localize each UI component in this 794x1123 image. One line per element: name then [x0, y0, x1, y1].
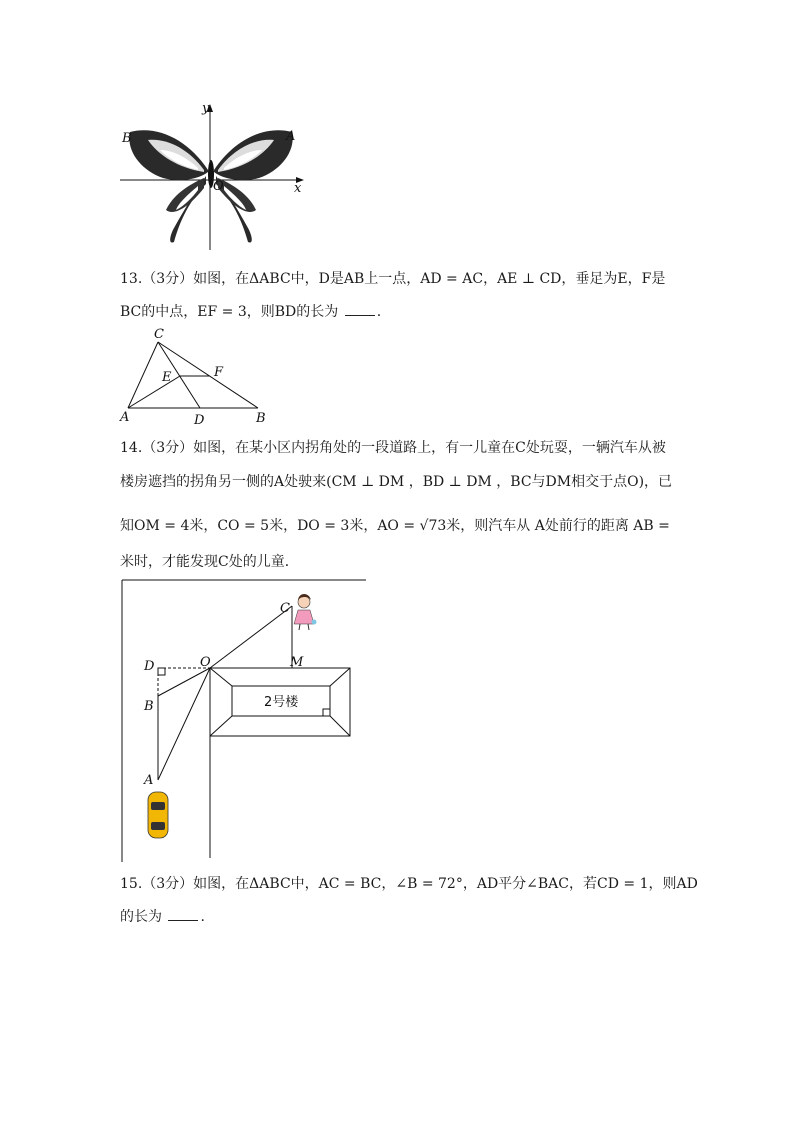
road-figure-q14: [118, 578, 370, 864]
y-axis-label: y: [202, 101, 210, 116]
q14-line3: 知OM = 4米，CO = 5米，DO = 3米，AO = √73米，则汽车从 A处前行的距离 AB =: [120, 518, 670, 534]
q13-label-c: C: [154, 327, 164, 342]
q14-line1: 14.（3分）如图，在某小区内拐角处的一段道路上，有一儿童在C处玩耍，一辆汽车从被: [120, 440, 666, 456]
q13-label-a: A: [120, 410, 130, 425]
q14-label-a: A: [144, 773, 154, 788]
q13-label-d: D: [194, 413, 205, 428]
q13-label-b: B: [256, 411, 266, 426]
point-a-label: A: [286, 129, 296, 144]
q13-label-e: E: [162, 370, 172, 385]
q14-label-m: M: [290, 655, 304, 670]
triangle-figure-q13: [118, 326, 278, 426]
q15-answer-blank[interactable]: [168, 908, 198, 921]
butterfly-figure: [118, 100, 308, 255]
q13-label-f: F: [214, 365, 224, 380]
q13-line1: 13.（3分）如图，在ΔABC中，D是AB上一点，AD = AC，AE ⊥ CD，垂足为E，F是: [120, 271, 666, 287]
child-icon: [294, 594, 317, 630]
q14-label-c: C: [280, 601, 290, 616]
origin-label: O: [213, 179, 224, 194]
q15-line2-end: .: [200, 909, 205, 925]
building-label: 2号楼: [264, 695, 299, 710]
q14-line2: 楼房遮挡的拐角另一侧的A处驶来(CM ⊥ DM ，BD ⊥ DM ，BC与DM相交于点O)，已: [120, 474, 673, 490]
q14-label-o: O: [200, 655, 211, 670]
q13-line2-end: .: [376, 304, 382, 320]
q15-line2-text: 的长为: [120, 909, 162, 925]
q13-line2: [120, 301, 381, 321]
q14-line4: 米时，才能发现C处的儿童．: [120, 554, 299, 570]
x-axis-label: x: [294, 181, 302, 196]
q13-answer-blank[interactable]: [345, 303, 375, 316]
point-b-label: B: [122, 131, 132, 146]
car-icon: [148, 792, 168, 838]
q13-line2-text: BC的中点，EF = 3，则BD的长为: [120, 304, 339, 320]
q15-line1: 15.（3分）如图，在ΔABC中，AC = BC，∠B = 72°，AD平分∠BAC，若CD = 1，则AD: [120, 876, 698, 892]
q14-label-d: D: [144, 659, 155, 674]
q15-line2: [120, 906, 205, 926]
q14-label-b: B: [144, 699, 154, 714]
